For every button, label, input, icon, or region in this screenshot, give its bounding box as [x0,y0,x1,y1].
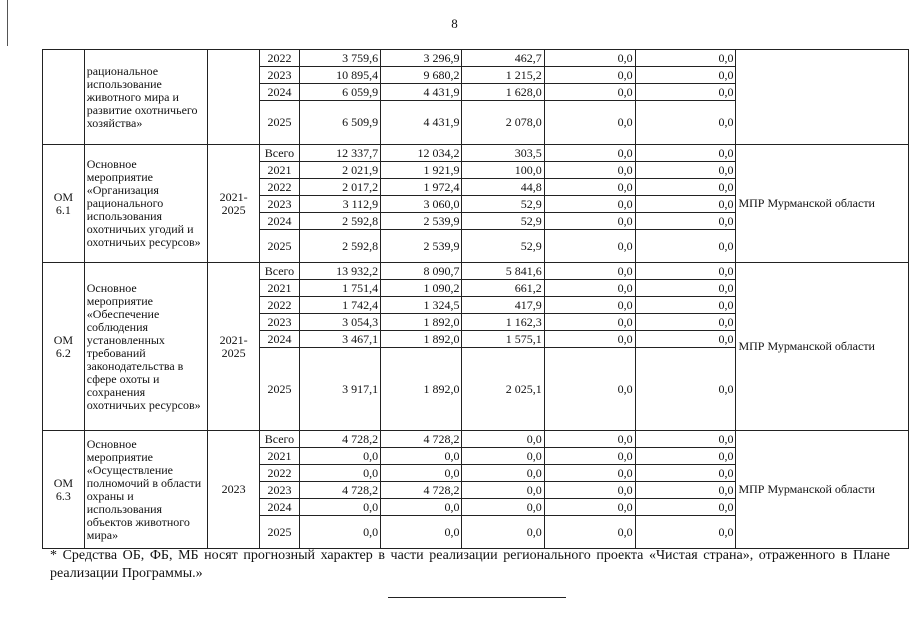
fund-cell-2: 0,0 [381,516,462,549]
year-cell: 2022 [260,50,300,67]
year-cell: 2024 [260,499,300,516]
measure-name: Основное мероприятие «Организация рационального использования охотничьих угодий и охотничьих ресурсов» [84,145,208,263]
fund-cell-3: 462,7 [462,50,544,67]
year-cell: 2022 [260,297,300,314]
fund-cell-4: 0,0 [544,101,635,145]
fund-cell-5: 0,0 [635,162,736,179]
fund-cell-3: 417,9 [462,297,544,314]
fund-cell-2: 1 324,5 [381,297,462,314]
fund-cell-2: 1 892,0 [381,314,462,331]
fund-cell-4: 0,0 [544,84,635,101]
fund-cell-4: 0,0 [544,297,635,314]
footnote: * Средства ОБ, ФБ, МБ носят прогнозный характер в части реализации регионального проекта «Чистая страна», отраженного в Плане реализации Программы.» [50,548,890,581]
total-cell: 12 337,7 [299,145,380,162]
budget-table [42,49,909,549]
year-cell: 2023 [260,314,300,331]
fund-cell-5: 0,0 [635,331,736,348]
fund-cell-3: 1 628,0 [462,84,544,101]
total-cell: 3 759,6 [299,50,380,67]
fund-cell-2: 4 728,2 [381,431,462,448]
fund-cell-5: 0,0 [635,348,736,431]
table-row [43,50,909,67]
fund-cell-4: 0,0 [544,331,635,348]
table-row [43,263,909,280]
measure-period: 2021-2025 [208,263,260,431]
fund-cell-2: 8 090,7 [381,263,462,280]
fund-cell-2: 9 680,2 [381,67,462,84]
fund-cell-5: 0,0 [635,482,736,499]
measure-period: 2021-2025 [208,145,260,263]
total-cell: 2 021,9 [299,162,380,179]
total-cell: 2 592,8 [299,230,380,263]
fund-cell-2: 0,0 [381,499,462,516]
fund-cell-2: 0,0 [381,448,462,465]
total-cell: 6 059,9 [299,84,380,101]
fund-cell-3: 0,0 [462,465,544,482]
fund-cell-5: 0,0 [635,280,736,297]
year-cell: Всего [260,431,300,448]
year-cell: 2024 [260,331,300,348]
fund-cell-2: 4 431,9 [381,101,462,145]
fund-cell-3: 52,9 [462,213,544,230]
total-cell: 3 467,1 [299,331,380,348]
measure-name: рациональное использование животного мира и развитие охотничьего хозяйства» [84,50,208,145]
fund-cell-4: 0,0 [544,348,635,431]
fund-cell-4: 0,0 [544,280,635,297]
year-cell: 2025 [260,230,300,263]
fund-cell-5: 0,0 [635,101,736,145]
fund-cell-2: 12 034,2 [381,145,462,162]
fund-cell-5: 0,0 [635,196,736,213]
total-cell: 6 509,9 [299,101,380,145]
fund-cell-4: 0,0 [544,516,635,549]
measure-code [43,50,85,145]
year-cell: 2025 [260,516,300,549]
table-row [43,145,909,162]
total-cell: 4 728,2 [299,482,380,499]
fund-cell-4: 0,0 [544,179,635,196]
fund-cell-5: 0,0 [635,465,736,482]
fund-cell-3: 0,0 [462,448,544,465]
fund-cell-4: 0,0 [544,196,635,213]
fund-cell-5: 0,0 [635,50,736,67]
fund-cell-3: 0,0 [462,516,544,549]
fund-cell-2: 3 296,9 [381,50,462,67]
fund-cell-2: 1 921,9 [381,162,462,179]
fund-cell-2: 1 090,2 [381,280,462,297]
fund-cell-5: 0,0 [635,179,736,196]
executor-cell: МПР Мурманской области [736,431,909,549]
total-cell: 3 917,1 [299,348,380,431]
fund-cell-4: 0,0 [544,230,635,263]
fund-cell-5: 0,0 [635,431,736,448]
total-cell: 3 112,9 [299,196,380,213]
fund-cell-3: 1 575,1 [462,331,544,348]
year-cell: 2022 [260,465,300,482]
year-cell: 2023 [260,67,300,84]
fund-cell-5: 0,0 [635,516,736,549]
fund-cell-4: 0,0 [544,431,635,448]
year-cell: 2023 [260,482,300,499]
total-cell: 10 895,4 [299,67,380,84]
total-cell: 0,0 [299,448,380,465]
year-cell: 2022 [260,179,300,196]
fund-cell-5: 0,0 [635,145,736,162]
closing-rule [388,597,566,598]
fund-cell-3: 0,0 [462,482,544,499]
year-cell: Всего [260,145,300,162]
year-cell: 2021 [260,280,300,297]
fund-cell-5: 0,0 [635,230,736,263]
total-cell: 0,0 [299,465,380,482]
total-cell: 3 054,3 [299,314,380,331]
total-cell: 1 742,4 [299,297,380,314]
year-cell: 2025 [260,348,300,431]
fund-cell-3: 1 162,3 [462,314,544,331]
year-cell: 2021 [260,448,300,465]
fund-cell-2: 2 539,9 [381,213,462,230]
fund-cell-3: 44,8 [462,179,544,196]
fund-cell-3: 2 025,1 [462,348,544,431]
measure-code: ОМ 6.2 [43,263,85,431]
year-cell: 2023 [260,196,300,213]
fund-cell-5: 0,0 [635,314,736,331]
fund-cell-2: 1 972,4 [381,179,462,196]
page-number: 8 [451,16,458,31]
measure-period [208,50,260,145]
fund-cell-5: 0,0 [635,499,736,516]
total-cell: 2 017,2 [299,179,380,196]
total-cell: 0,0 [299,516,380,549]
fund-cell-2: 0,0 [381,465,462,482]
total-cell: 2 592,8 [299,213,380,230]
fund-cell-5: 0,0 [635,263,736,280]
fund-cell-5: 0,0 [635,297,736,314]
fund-cell-4: 0,0 [544,213,635,230]
fund-cell-5: 0,0 [635,448,736,465]
fund-cell-2: 3 060,0 [381,196,462,213]
total-cell: 1 751,4 [299,280,380,297]
fund-cell-2: 1 892,0 [381,348,462,431]
fund-cell-5: 0,0 [635,213,736,230]
fund-cell-4: 0,0 [544,145,635,162]
fund-cell-3: 1 215,2 [462,67,544,84]
fund-cell-4: 0,0 [544,67,635,84]
executor-cell: МПР Мурманской области [736,263,909,431]
fund-cell-5: 0,0 [635,84,736,101]
fund-cell-3: 100,0 [462,162,544,179]
fund-cell-2: 2 539,9 [381,230,462,263]
fund-cell-3: 52,9 [462,230,544,263]
fund-cell-5: 0,0 [635,67,736,84]
fund-cell-4: 0,0 [544,314,635,331]
fund-cell-3: 0,0 [462,431,544,448]
year-cell: 2025 [260,101,300,145]
total-cell: 4 728,2 [299,431,380,448]
measure-name: Основное мероприятие «Обеспечение соблюдения установленных требований законодательства в сфере охоты и сохранения охотничьих ресурсов» [84,263,208,431]
year-cell: 2024 [260,213,300,230]
measure-period: 2023 [208,431,260,549]
total-cell: 0,0 [299,499,380,516]
total-cell: 13 932,2 [299,263,380,280]
fund-cell-4: 0,0 [544,162,635,179]
fund-cell-4: 0,0 [544,482,635,499]
year-cell: 2021 [260,162,300,179]
year-cell: 2024 [260,84,300,101]
fund-cell-4: 0,0 [544,499,635,516]
fund-cell-4: 0,0 [544,50,635,67]
executor-cell [736,50,909,145]
fund-cell-4: 0,0 [544,263,635,280]
fund-cell-3: 5 841,6 [462,263,544,280]
table-row [43,431,909,448]
measure-code: ОМ 6.3 [43,431,85,549]
executor-cell: МПР Мурманской области [736,145,909,263]
fund-cell-2: 4 431,9 [381,84,462,101]
fund-cell-3: 0,0 [462,499,544,516]
fund-cell-4: 0,0 [544,448,635,465]
fund-cell-2: 4 728,2 [381,482,462,499]
fund-cell-2: 1 892,0 [381,331,462,348]
year-cell: Всего [260,263,300,280]
fund-cell-3: 52,9 [462,196,544,213]
fund-cell-3: 2 078,0 [462,101,544,145]
fund-cell-4: 0,0 [544,465,635,482]
fund-cell-3: 303,5 [462,145,544,162]
fund-cell-3: 661,2 [462,280,544,297]
measure-code: ОМ 6.1 [43,145,85,263]
measure-name: Основное мероприятие «Осуществление полномочий в области охраны и использования объектов животного мира» [84,431,208,549]
